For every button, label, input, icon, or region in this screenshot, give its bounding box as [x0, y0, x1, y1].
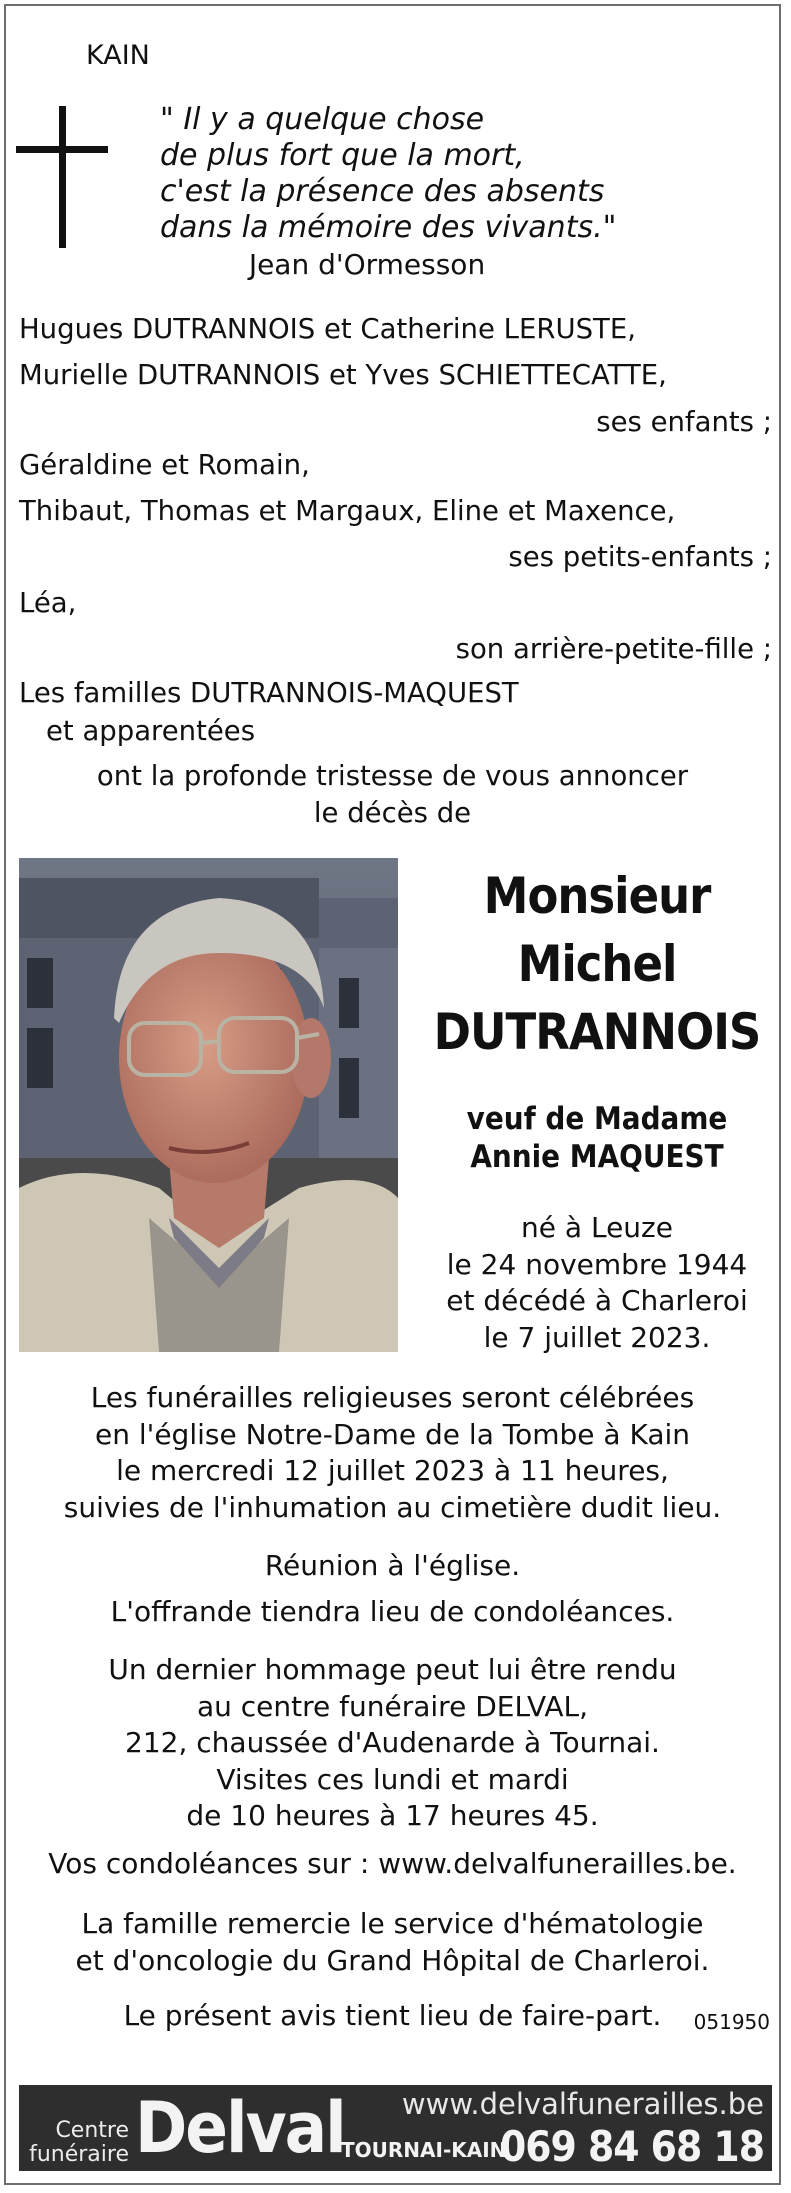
funeral-line: le mercredi 12 juillet 2023 à 11 heures, [116, 1454, 669, 1487]
deceased-name [412, 862, 782, 1066]
reunion-note: Réunion à l'église. [264, 1549, 521, 1582]
tribute-line: Un dernier hommage peut lui être rendu [108, 1653, 677, 1686]
portrait-photo [19, 858, 398, 1352]
families-line: Les familles DUTRANNOIS-MAQUEST [19, 677, 519, 709]
centre-funeraire-label [25, 2119, 129, 2167]
brand-logo: Delval [135, 2087, 345, 2169]
date-line: et décédé à Charleroi [446, 1284, 748, 1317]
quote-line: " Il y a quelque chose [160, 102, 485, 137]
quote-line: de plus fort que la mort, [160, 138, 525, 173]
deceased-title: Monsieur [483, 867, 711, 925]
place-name: KAIN [86, 40, 150, 71]
widow-line: veuf de Madame [466, 1101, 728, 1137]
grandchildren-line: Thibaut, Thomas et Margaux, Eline et Maxence, [19, 495, 676, 527]
city-label: TOURNAI-KAIN [341, 2138, 507, 2162]
cross-icon [16, 106, 108, 248]
widow-line: Annie MAQUEST [470, 1139, 724, 1175]
tribute-details [4, 1652, 781, 1835]
date-line: né à Leuze [521, 1211, 673, 1244]
centre-line: funéraire [29, 2142, 129, 2167]
quote-author: Jean d'Ormesson [248, 248, 486, 281]
condolences-note: Vos condoléances sur : www.delvalfunerailles.be. [48, 1847, 737, 1880]
thanks-line: et d'oncologie du Grand Hôpital de Charleroi. [75, 1943, 710, 1977]
date-line: le 7 juillet 2023. [483, 1320, 711, 1354]
reference-number: 051950 [693, 2010, 770, 2034]
tribute-line: de 10 heures à 17 heures 45. [186, 1799, 599, 1832]
offering-note: L'offrande tiendra lieu de condoléances. [110, 1595, 675, 1628]
deceased-first-name: Michel [517, 935, 677, 993]
thanks-note [4, 1906, 781, 1979]
quote [160, 102, 616, 246]
great-grandchild: Léa, [19, 587, 77, 619]
website-link[interactable]: www.delvalfunerailles.be [401, 2087, 764, 2121]
children-role: ses enfants ; [596, 406, 772, 438]
children-line: Murielle DUTRANNOIS et Yves SCHIETTECATTE, [19, 359, 667, 391]
faire-part-note: Le présent avis tient lieu de faire-part. [123, 1999, 662, 2032]
funeral-home-banner [19, 2085, 772, 2171]
grandchildren-line: Géraldine et Romain, [19, 449, 310, 481]
funeral-line: suivies de l'inhumation au cimetière dudit lieu. [63, 1490, 722, 1524]
widow-of [412, 1100, 782, 1176]
grandchildren-role: ses petits-enfants ; [508, 541, 772, 573]
tribute-line: 212, chaussée d'Audenarde à Tournai. [125, 1726, 660, 1759]
birth-death-dates [412, 1210, 782, 1356]
deceased-last-name: DUTRANNOIS [433, 1003, 761, 1061]
quote-line: c'est la présence des absents [160, 174, 605, 209]
children-line: Hugues DUTRANNOIS et Catherine LERUSTE, [19, 313, 636, 345]
announce-line: ont la profonde tristesse de vous annoncer [96, 760, 689, 792]
families-line: et apparentées [46, 715, 256, 747]
funeral-line: en l'église Notre-Dame de la Tombe à Kain [94, 1417, 691, 1451]
phone-number[interactable]: 069 84 68 18 [499, 2122, 764, 2171]
tribute-line: Visites ces lundi et mardi [216, 1762, 569, 1796]
quote-line: dans la mémoire des vivants." [160, 210, 617, 245]
tribute-line: au centre funéraire DELVAL, [196, 1689, 588, 1723]
funeral-details [4, 1380, 781, 1526]
funeral-line: Les funérailles religieuses seront célébrées [90, 1381, 695, 1414]
thanks-line: La famille remercie le service d'hématologie [81, 1907, 704, 1940]
centre-line: Centre [55, 2118, 129, 2143]
great-grandchild-role: son arrière-petite-fille ; [455, 633, 772, 665]
announce-line: le décès de [313, 797, 472, 829]
date-line: le 24 novembre 1944 [446, 1247, 748, 1281]
